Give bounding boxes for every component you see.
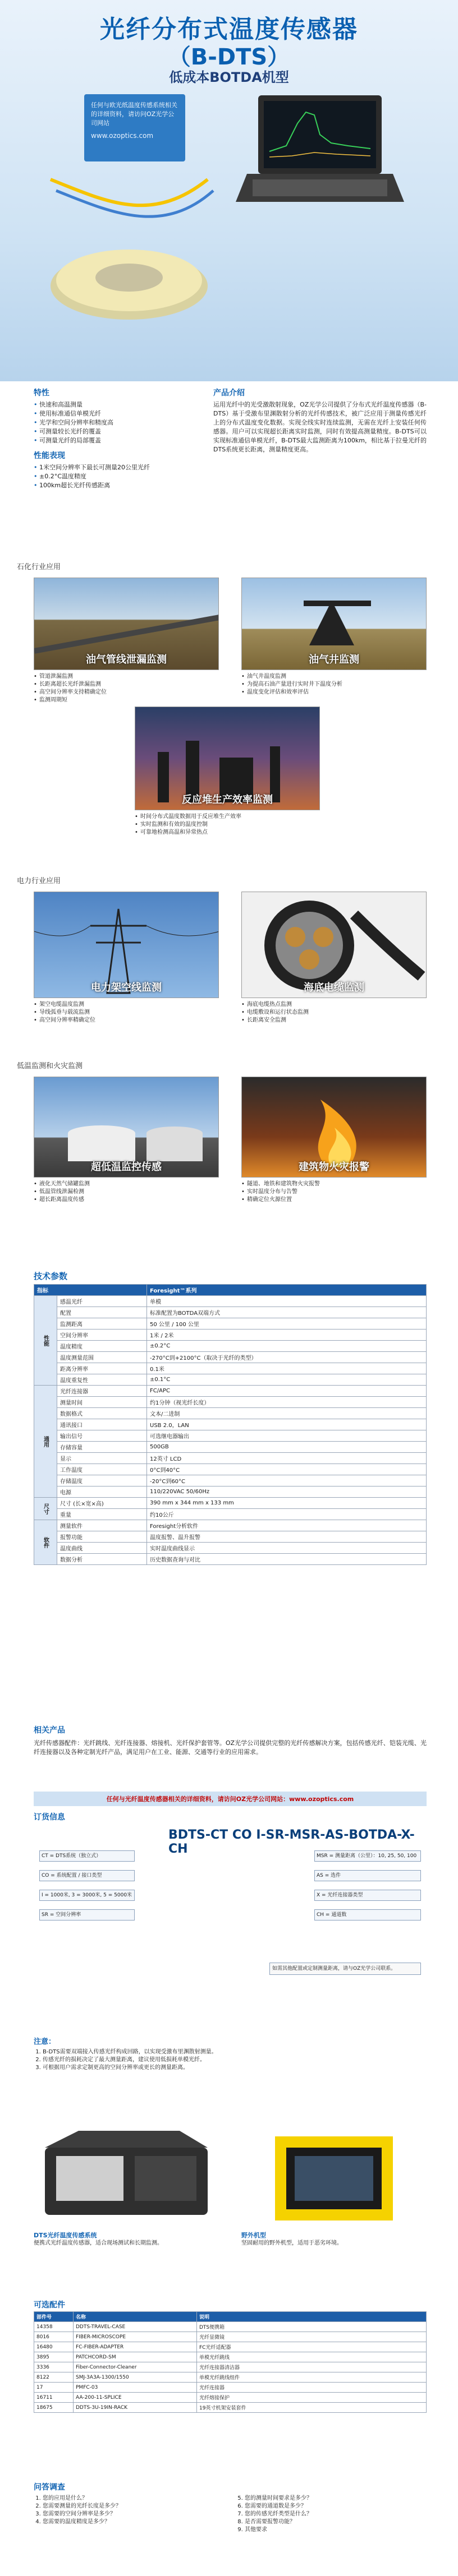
table-row xyxy=(34,2322,427,2332)
list-item: 7. 您的传感光纤类型是什么？ xyxy=(245,2510,427,2518)
accessories-title: 可选配件 xyxy=(34,2301,65,2310)
products-block xyxy=(34,2131,427,2277)
list-item: 6. 您需要的通道数是多少？ xyxy=(245,2503,427,2510)
spec-label: 感温光纤 xyxy=(57,1296,147,1307)
spec-group-label: 性能 xyxy=(34,1296,57,1386)
product-title: DTS光纤温度传感系统 xyxy=(34,2232,97,2239)
spec-label: 报警功能 xyxy=(57,1531,147,1543)
spec-label: 数据分析 xyxy=(57,1554,147,1565)
spec-table xyxy=(34,1284,427,1565)
spec-value: FC/APC xyxy=(147,1386,427,1397)
fiber-spool-image xyxy=(39,157,225,336)
photo-overhead xyxy=(34,892,219,998)
order-model-code: BDTS-CT CO I-SR-MSR-AS-BOTDA-X-CH xyxy=(168,1828,415,1856)
table-row xyxy=(34,1486,427,1498)
contact-bar[interactable]: 任何与光纤温度传感器相关的详细资料，请访问OZ光学公司网站：www.ozoptics.com xyxy=(34,1792,427,1806)
list-item: 2. 传感光纤的损耗决定了最大测量距离，建议使用低损耗单模光纤。 xyxy=(43,2056,427,2064)
accessories-table xyxy=(34,2311,427,2413)
table-row xyxy=(34,1509,427,1520)
table-row xyxy=(34,1374,427,1386)
table-row xyxy=(34,1352,427,1363)
list-item: • 低温管线泄漏检测 xyxy=(34,1188,219,1196)
list-item: • 海底电缆热点监测 xyxy=(241,1001,427,1009)
page-subtitle: 低成本BOTDA机型 xyxy=(169,70,289,85)
product-text: 便携式光纤温度传感器，适合现场测试和长期监测。 xyxy=(34,2240,163,2246)
table-row xyxy=(34,1520,427,1531)
table-row xyxy=(34,2383,427,2393)
feature-item: • 光学和空间分辨率和精度高 xyxy=(34,418,202,427)
list-item: • 导线弧垂与载流监测 xyxy=(34,1009,219,1017)
section-other-label: 低温监测和火灾监测 xyxy=(17,1062,83,1070)
table-cell: 3336 xyxy=(34,2362,74,2372)
order-option-box: AS = 选件 xyxy=(314,1870,421,1881)
table-cell: 光纤连接器清洁器 xyxy=(197,2362,427,2372)
list-item: 5. 您的测量时间要求是多少？ xyxy=(245,2495,427,2503)
table-cell: PATCHCORD-SM xyxy=(74,2352,197,2362)
list-item: • 为提高石油产量进行实时井下温度分析 xyxy=(241,681,427,689)
brand-info-text: 任何与欧光纸温度传感系统相关的详细资料，请访问OZ光学公司网站 xyxy=(91,101,177,127)
table-row xyxy=(34,1419,427,1430)
table-cell: DDTS-3U-19IN-RACK xyxy=(74,2403,197,2413)
list-item: • 长距离安全监测 xyxy=(241,1017,427,1024)
field-unit-image xyxy=(241,2131,427,2226)
notes-heading: 注意： xyxy=(34,2038,56,2046)
table-cell: FIBER-MICROSCOPE xyxy=(74,2332,197,2342)
spec-value: 500GB xyxy=(147,1442,427,1453)
spec-title: 技术参数 xyxy=(34,1271,68,1281)
spec-label: 温度曲线 xyxy=(57,1543,147,1554)
photo-cryogenic-caption: 超低温监控传感 xyxy=(91,1161,162,1173)
order-option-box: CT = DTS系统（独立式） xyxy=(39,1850,135,1862)
table-cell: 光纤连接器 xyxy=(197,2383,427,2393)
list-item: • 温度变化评估和效率评估 xyxy=(241,689,427,696)
order-option-box: CO = 系统配置 / 接口类型 xyxy=(39,1870,135,1881)
table-cell: DDTS-TRAVEL-CASE xyxy=(74,2322,197,2332)
photo-subsea-caption: 海底电缆监测 xyxy=(304,982,364,994)
table-row xyxy=(34,1329,427,1341)
spec-value: ±0.1°C xyxy=(147,1374,427,1386)
faq-left-list xyxy=(34,2495,225,2534)
features-block xyxy=(34,387,202,495)
list-item: 1. 您的应用是什么？ xyxy=(43,2495,225,2503)
order-note: 如需其他配置或定制测量距离，请与OZ光学公司联系。 xyxy=(269,1963,421,1975)
spec-value: 110/220VAC 50/60Hz xyxy=(147,1486,427,1498)
related-heading: 相关产品 xyxy=(34,1726,65,1735)
table-cell: 8122 xyxy=(34,2372,74,2383)
spec-label: 存储温度 xyxy=(57,1475,147,1486)
table-row xyxy=(34,2352,427,2362)
list-item: 9. 其他要求 xyxy=(245,2526,427,2534)
table-row xyxy=(34,2403,427,2413)
table-row xyxy=(34,1475,427,1486)
table-row xyxy=(34,1543,427,1554)
product-caption xyxy=(34,2232,219,2247)
spec-label: 温度测量范围 xyxy=(57,1352,147,1363)
spec-label: 空间分辨率 xyxy=(57,1329,147,1341)
performance-item: • 100km超长光纤传感距离 xyxy=(34,481,202,490)
spec-value: 0.1米 xyxy=(147,1363,427,1374)
product-caption xyxy=(241,2232,427,2247)
spec-value: 约10公斤 xyxy=(147,1509,427,1520)
spec-label: 通讯接口 xyxy=(57,1419,147,1430)
spec-label: 距离分辨率 xyxy=(57,1363,147,1374)
spec-value: Foresight分析软件 xyxy=(147,1520,427,1531)
reactor-bullets xyxy=(135,813,320,837)
spec-value: -20°C到60°C xyxy=(147,1475,427,1486)
hero-banner xyxy=(0,0,458,381)
table-row xyxy=(34,1464,427,1475)
spec-value: ±0.2°C xyxy=(147,1341,427,1352)
spec-label: 重量 xyxy=(57,1509,147,1520)
spec-label: 测量软件 xyxy=(57,1520,147,1531)
order-heading: 订货信息 xyxy=(34,1813,65,1822)
spec-col-value: Foresight™系列 xyxy=(147,1285,427,1296)
spec-label: 测量时间 xyxy=(57,1397,147,1408)
photo-cryogenic xyxy=(34,1077,219,1178)
spec-value: 可选继电器输出 xyxy=(147,1430,427,1442)
order-option-box: CH = 通道数 xyxy=(314,1909,421,1921)
table-row xyxy=(34,1531,427,1543)
table-cell: 14358 xyxy=(34,2322,74,2332)
list-item: • 高空间分辨率支持精确定位 xyxy=(34,689,219,696)
table-row xyxy=(34,1498,427,1509)
intro-heading: 产品介绍 xyxy=(213,389,245,398)
table-cell: 单模光纤跳线 xyxy=(197,2352,427,2362)
page-title: 光纤分布式温度传感器 xyxy=(100,15,358,44)
spec-value: 单模 xyxy=(147,1296,427,1307)
table-cell: 18675 xyxy=(34,2403,74,2413)
faq-heading: 问答调查 xyxy=(34,2483,65,2492)
list-item: • 隧道、地铁和建筑物火灾报警 xyxy=(241,1180,427,1188)
spec-label: 温度重复性 xyxy=(57,1374,147,1386)
spec-label: 尺寸 (长×宽×高) xyxy=(57,1498,147,1509)
order-option-box: MSR = 测量距离（公里）：10, 25, 50, 100 xyxy=(314,1850,421,1862)
list-item: • 实时监测和有效的温度控制 xyxy=(135,821,320,829)
table-row xyxy=(34,2332,427,2342)
table-cell: 16711 xyxy=(34,2393,74,2403)
notes-block xyxy=(34,2035,427,2072)
oilwell-bullets xyxy=(241,673,427,696)
performance-item: • 1米空间分辨率下最长可测量20公里光纤 xyxy=(34,463,202,472)
photo-fire-caption: 建筑物火灾报警 xyxy=(299,1161,369,1173)
spec-group-label: 尺寸 xyxy=(34,1498,57,1520)
photo-reactor-caption: 反应堆生产效率监测 xyxy=(182,794,273,806)
list-item: 8. 是否需要报警功能？ xyxy=(245,2518,427,2526)
photo-oilwell xyxy=(241,578,427,670)
table-cell: Fiber-Connector-Cleaner xyxy=(74,2362,197,2372)
features-list xyxy=(34,400,202,445)
performance-item: • ±0.2°C温度精度 xyxy=(34,472,202,481)
list-item: 2. 您需要测量的光纤长度是多少？ xyxy=(43,2503,225,2510)
list-item: • 长距离超长光纤泄漏监测 xyxy=(34,681,219,689)
table-row xyxy=(34,1408,427,1419)
spec-value: 50 公里 / 100 公里 xyxy=(147,1318,427,1329)
acc-col-part: 部件号 xyxy=(34,2312,74,2322)
table-row xyxy=(34,2393,427,2403)
table-row xyxy=(34,2362,427,2372)
list-item: • 监测周期短 xyxy=(34,696,219,704)
related-text: 光纤传感器配件：光纤跳线、光纤连接器、熔接机、光纤保护套管等。OZ光学公司提供完整的光纤传感解决方案，包括传感光纤、铠装光缆、光纤连接器以及各种定制光纤产品，满足用户在工业、能源、交通等行业的应用需求。 xyxy=(34,1739,427,1756)
table-row xyxy=(34,1397,427,1408)
table-cell: 单模光纤跳线组件 xyxy=(197,2372,427,2383)
brand-url[interactable]: www.ozoptics.com xyxy=(91,132,154,140)
product-intro xyxy=(213,387,427,454)
table-row xyxy=(34,1453,427,1464)
table-row xyxy=(34,1341,427,1352)
table-row xyxy=(34,1430,427,1442)
faq-block xyxy=(34,2481,427,2534)
spec-label: 显示 xyxy=(57,1453,147,1464)
intro-text: 运用光纤中的光受激散射现象，OZ光学公司提供了分布式光纤温度传感器（B-DTS）基于受激布里渊散射分析的光纤传感技术，被广泛应用于测量传感光纤上的分布式温度变化数据。实现全线实时连续监测，无需在光纤上安装任何传感器。用户可以实现超长距离实时监测，同时有效提高测量精度。B-DTS可以实现标准通信单模光纤，B-DTS最大监测距离为100km，相比基于拉曼光纤的DTS系统更长距离，测量精度更高。 xyxy=(213,401,427,453)
table-cell: 光纤显微镜 xyxy=(197,2332,427,2342)
list-item: • 电缆敷设和运行状态监测 xyxy=(241,1009,427,1017)
spec-value: 0°C到40°C xyxy=(147,1464,427,1475)
list-item: • 高空间分辨率精确定位 xyxy=(34,1017,219,1024)
spec-value: 实时温度曲线显示 xyxy=(147,1543,427,1554)
list-item: 4. 您需要的温度精度是多少？ xyxy=(43,2518,225,2526)
spec-label: 输出信号 xyxy=(57,1430,147,1442)
spec-label: 监测距离 xyxy=(57,1318,147,1329)
photo-oilwell-caption: 油气井监测 xyxy=(309,654,359,666)
table-row xyxy=(34,1442,427,1453)
table-row xyxy=(34,2372,427,2383)
feature-item: • 使用标准通信单模光纤 xyxy=(34,409,202,418)
page-title-model: （B-DTS） xyxy=(168,44,290,70)
spec-label: 温度精度 xyxy=(57,1341,147,1352)
related-products xyxy=(34,1724,427,1757)
notes-list xyxy=(34,2048,427,2072)
table-cell: DTS便携箱 xyxy=(197,2322,427,2332)
order-option-box: I = 1000米, 3 = 3000米, 5 = 5000米 xyxy=(39,1890,135,1901)
photo-pipeline-caption: 油气管线泄漏监测 xyxy=(86,654,167,666)
list-item: 3. 可根据用户需求定制更高的空间分辨率或更长的测量距离。 xyxy=(43,2064,427,2072)
list-item: • 液化天然气储罐监测 xyxy=(34,1180,219,1188)
acc-col-name: 名称 xyxy=(74,2312,197,2322)
product-title: 野外机型 xyxy=(241,2232,266,2239)
list-item: • 油气井温度监测 xyxy=(241,673,427,681)
order-info xyxy=(34,1811,427,2013)
features-heading: 特性 xyxy=(34,389,49,398)
performance-list xyxy=(34,463,202,490)
spec-value: USB 2.0，LAN xyxy=(147,1419,427,1430)
spec-label: 光纤连接器 xyxy=(57,1386,147,1397)
photo-subsea xyxy=(241,892,427,998)
table-cell: 17 xyxy=(34,2383,74,2393)
spec-value: -270°C到+2100°C（取决于光纤的类型） xyxy=(147,1352,427,1363)
table-row xyxy=(34,1363,427,1374)
spec-value: 390 mm x 344 mm x 133 mm xyxy=(147,1498,427,1509)
faq-columns xyxy=(34,2495,427,2534)
list-item: • 超长距离温度传感 xyxy=(34,1196,219,1204)
faq-right-list xyxy=(236,2495,427,2534)
photo-fire xyxy=(241,1077,427,1178)
spec-value: 文本/二进制 xyxy=(147,1408,427,1419)
table-cell: 16480 xyxy=(34,2342,74,2352)
table-cell: PMFC-03 xyxy=(74,2383,197,2393)
section-oil-gas-label: 石化行业应用 xyxy=(17,563,61,571)
spec-label: 数据格式 xyxy=(57,1408,147,1419)
cryogenic-bullets xyxy=(34,1180,219,1204)
acc-header-row xyxy=(34,2312,427,2322)
photo-pipeline xyxy=(34,578,219,670)
product-text: 坚固耐用的野外机型，适用于恶劣环境。 xyxy=(241,2240,342,2246)
list-item: • 可靠地检测高温和异常热点 xyxy=(135,829,320,837)
feature-item: • 可测量较长光纤的覆盖 xyxy=(34,427,202,436)
laptop-device-image xyxy=(236,90,404,213)
photo-overhead-caption: 电力架空线监测 xyxy=(91,982,162,994)
list-item: • 架空电缆温度监测 xyxy=(34,1001,219,1009)
list-item: • 管道泄漏监测 xyxy=(34,673,219,681)
spec-label: 电源 xyxy=(57,1486,147,1498)
dts-case-image xyxy=(34,2131,219,2226)
order-option-box: SR = 空间分辨率 xyxy=(39,1909,135,1921)
table-cell: 3895 xyxy=(34,2352,74,2362)
table-cell: 8016 xyxy=(34,2332,74,2342)
table-cell: FC-FIBER-ADAPTER xyxy=(74,2342,197,2352)
table-row xyxy=(34,1554,427,1565)
table-row xyxy=(34,1318,427,1329)
list-item: • 实时温度分布与告警 xyxy=(241,1188,427,1196)
fire-bullets xyxy=(241,1180,427,1204)
table-cell: AA-200-11-SPLICE xyxy=(74,2393,197,2403)
table-cell: 光纤熔接保护 xyxy=(197,2393,427,2403)
performance-heading: 性能表现 xyxy=(34,451,65,460)
spec-value: 12英寸 LCD xyxy=(147,1453,427,1464)
spec-label: 工作温度 xyxy=(57,1464,147,1475)
table-row xyxy=(34,1307,427,1318)
photo-reactor xyxy=(135,707,320,810)
spec-col-item: 指标 xyxy=(34,1285,147,1296)
acc-col-desc: 说明 xyxy=(197,2312,427,2322)
feature-item: • 快速和高温测量 xyxy=(34,400,202,409)
spec-value: 约1分钟（视光纤长度） xyxy=(147,1397,427,1408)
table-cell: 19英寸机架安装套件 xyxy=(197,2403,427,2413)
list-item: 1. B-DTS需要双端接入传感光纤构成回路，以实现受激布里渊散射测量。 xyxy=(43,2048,427,2056)
feature-item: • 可测量光纤的局部覆盖 xyxy=(34,436,202,445)
spec-value: 1米 / 2米 xyxy=(147,1329,427,1341)
spec-value: 标准配置为BOTDA双端方式 xyxy=(147,1307,427,1318)
order-option-box: X = 光纤连接器类型 xyxy=(314,1890,421,1901)
section-power-label: 电力行业应用 xyxy=(17,877,61,885)
list-item: • 时间分布式温度数据用于反应堆生产效率 xyxy=(135,813,320,821)
table-row xyxy=(34,2342,427,2352)
table-row xyxy=(34,1296,427,1307)
overhead-bullets xyxy=(34,1001,219,1024)
table-cell: FC光纤适配器 xyxy=(197,2342,427,2352)
spec-group-label: 软件 xyxy=(34,1520,57,1565)
table-cell: SMJ-3A3A-1300/1550 xyxy=(74,2372,197,2383)
spec-group-label: 通用 xyxy=(34,1386,57,1498)
spec-value: 历史数据查询与对比 xyxy=(147,1554,427,1565)
pipeline-bullets xyxy=(34,673,219,704)
spec-value: 温度报警、温升报警 xyxy=(147,1531,427,1543)
list-item: • 精确定位火源位置 xyxy=(241,1196,427,1204)
table-row xyxy=(34,1386,427,1397)
spec-label: 存储容量 xyxy=(57,1442,147,1453)
brand-info-box xyxy=(84,94,185,161)
subsea-bullets xyxy=(241,1001,427,1024)
spec-header-row xyxy=(34,1285,427,1296)
list-item: 3. 您需要的空间分辨率是多少？ xyxy=(43,2510,225,2518)
spec-label: 配置 xyxy=(57,1307,147,1318)
